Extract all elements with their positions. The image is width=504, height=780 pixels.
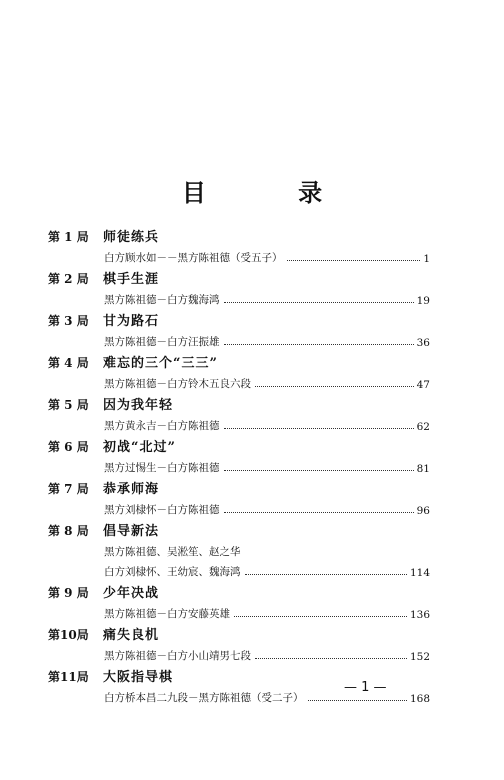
toc-entry-players bbox=[48, 371, 430, 391]
players-text: 黑方黄永吉－白方陈祖德 bbox=[104, 420, 220, 432]
toc-entry-players bbox=[48, 601, 430, 621]
game-number: 第 9 局 bbox=[48, 586, 89, 600]
toc-entry-players bbox=[48, 559, 430, 579]
game-number: 第 8 局 bbox=[48, 524, 89, 538]
leader-dots bbox=[287, 260, 421, 261]
game-number: 第 6 局 bbox=[48, 440, 89, 454]
game-title: 恭承师海 bbox=[103, 482, 160, 497]
toc-entry bbox=[48, 310, 430, 349]
leader-dots bbox=[245, 574, 407, 575]
players-text: 黑方刘棣怀－白方陈祖德 bbox=[104, 504, 220, 516]
game-title: 初战“北过” bbox=[103, 440, 176, 455]
page-title: 目 录 bbox=[181, 179, 365, 207]
game-title: 甘为路石 bbox=[103, 314, 160, 329]
players-text: 白方桥本昌二九段－黑方陈祖德（受二子） bbox=[104, 692, 304, 704]
leader-dots bbox=[224, 302, 414, 303]
players-text: 黑方陈祖德－白方魏海鸿 bbox=[104, 294, 220, 306]
leader-dots bbox=[224, 428, 414, 429]
toc-entry-heading bbox=[48, 226, 430, 245]
page-ref: 1 bbox=[423, 253, 430, 265]
leader-dots bbox=[255, 658, 407, 659]
toc-entry bbox=[48, 520, 430, 579]
game-number: 第 7 局 bbox=[48, 482, 89, 496]
toc-entry-heading bbox=[48, 582, 430, 601]
page-ref: 19 bbox=[416, 295, 430, 307]
game-title: 因为我年轻 bbox=[103, 398, 174, 413]
page-ref: 81 bbox=[416, 463, 430, 475]
game-title: 棋手生涯 bbox=[103, 272, 160, 287]
page-ref: 114 bbox=[409, 567, 430, 579]
game-number: 第10局 bbox=[48, 628, 89, 642]
leader-dots bbox=[255, 386, 414, 387]
game-title: 师徒练兵 bbox=[103, 230, 160, 245]
toc-entry bbox=[48, 226, 430, 265]
game-number: 第 4 局 bbox=[48, 356, 89, 370]
toc-entry-players bbox=[48, 643, 430, 663]
players-text: 黑方陈祖德－白方安藤英雄 bbox=[104, 608, 230, 620]
leader-dots bbox=[308, 700, 407, 701]
leader-dots bbox=[234, 616, 407, 617]
toc-entry-heading bbox=[48, 310, 430, 329]
leader-dots bbox=[224, 470, 414, 471]
toc-entry-players bbox=[48, 329, 430, 349]
players-text: 白方顾水如－－黑方陈祖德（受五子） bbox=[104, 252, 283, 264]
page-ref: 36 bbox=[416, 337, 430, 349]
toc-entry-players bbox=[48, 455, 430, 475]
game-title: 少年决战 bbox=[103, 586, 160, 601]
game-title: 大阪指导棋 bbox=[103, 670, 174, 685]
toc-entry bbox=[48, 394, 430, 433]
toc-entry-players bbox=[48, 413, 430, 433]
game-title: 难忘的三个“三三” bbox=[103, 356, 218, 371]
game-number: 第 3 局 bbox=[48, 314, 89, 328]
toc-entry-players bbox=[48, 245, 430, 265]
players-text: 黑方陈祖德－白方汪振雄 bbox=[104, 336, 220, 348]
players-text: 黑方陈祖德－白方小山靖男七段 bbox=[104, 650, 251, 662]
game-title: 倡导新法 bbox=[103, 524, 160, 539]
toc-entry bbox=[48, 624, 430, 663]
game-number: 第 2 局 bbox=[48, 272, 89, 286]
page-ref: 168 bbox=[409, 693, 430, 705]
toc-entry-heading bbox=[48, 436, 430, 455]
page-ref: 136 bbox=[409, 609, 430, 621]
toc-entry bbox=[48, 582, 430, 621]
players-text: 黑方陈祖德、吴淞笙、赵之华 bbox=[104, 546, 241, 558]
toc-entry bbox=[48, 268, 430, 307]
page-ref: 62 bbox=[416, 421, 430, 433]
game-title: 痛失良机 bbox=[103, 628, 160, 643]
page-ref: 47 bbox=[416, 379, 430, 391]
toc-entry-players bbox=[48, 539, 430, 559]
players-text: 白方刘棣怀、王幼宸、魏海鸿 bbox=[104, 566, 241, 578]
leader-dots bbox=[224, 344, 414, 345]
page-number: — 1 — bbox=[344, 680, 387, 695]
toc-entry-heading bbox=[48, 352, 430, 371]
toc-entry-heading bbox=[48, 624, 430, 643]
players-text: 黑方陈祖德－白方铃木五良六段 bbox=[104, 378, 251, 390]
toc-entry-players bbox=[48, 497, 430, 517]
toc-entry bbox=[48, 478, 430, 517]
toc-entry-heading bbox=[48, 268, 430, 287]
players-text: 黑方过惕生－白方陈祖德 bbox=[104, 462, 220, 474]
toc-entry bbox=[48, 436, 430, 475]
toc-entry-players bbox=[48, 287, 430, 307]
page-ref: 152 bbox=[409, 651, 430, 663]
game-number: 第11局 bbox=[48, 670, 89, 684]
toc-entry-heading bbox=[48, 394, 430, 413]
toc-entry bbox=[48, 352, 430, 391]
toc-entry-heading bbox=[48, 478, 430, 497]
table-of-contents bbox=[48, 226, 430, 708]
page-ref: 96 bbox=[416, 505, 430, 517]
toc-entry-heading bbox=[48, 520, 430, 539]
leader-dots bbox=[224, 512, 414, 513]
game-number: 第 1 局 bbox=[48, 230, 89, 244]
game-number: 第 5 局 bbox=[48, 398, 89, 412]
